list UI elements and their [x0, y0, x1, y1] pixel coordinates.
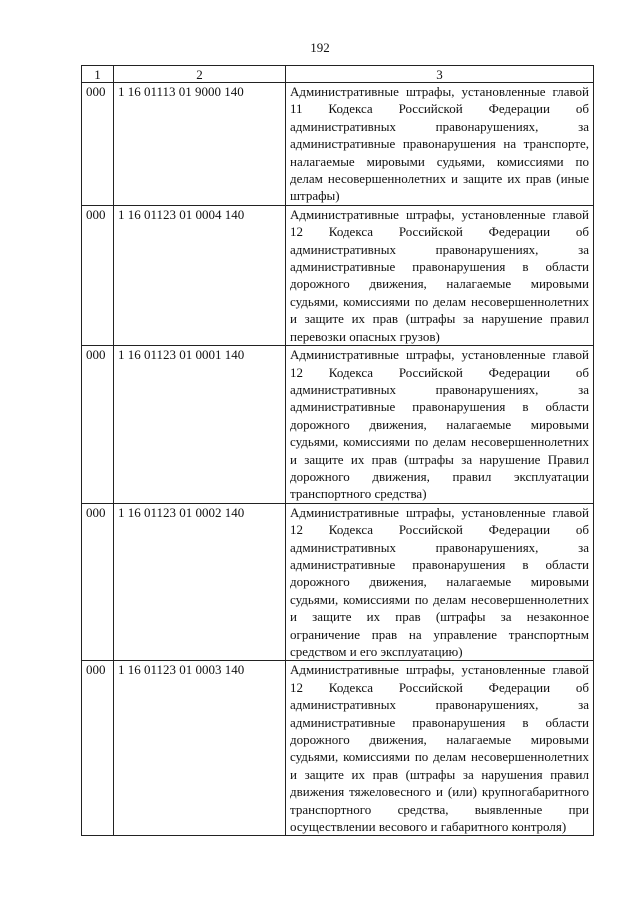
kbk-code-cell: 1 16 01113 01 9000 140 [114, 83, 286, 206]
kbk-code-cell: 1 16 01123 01 0001 140 [114, 346, 286, 504]
column-header-3: 3 [286, 66, 594, 83]
table-header-row [82, 66, 594, 83]
column-header-2: 2 [114, 66, 286, 83]
description-cell: Административные штрафы, установленные главой 12 Кодекса Российской Федерации об административных правонарушениях, за административные правонарушения в области дорожного движения, налагаемые мировыми судьями, комиссиями по делам несовершеннолетних и защите их прав (штрафы за незаконное ограничение прав на управление транспортным средством и его эксплуатацию) [286, 503, 594, 661]
table-row [82, 83, 594, 206]
description-cell: Административные штрафы, установленные главой 11 Кодекса Российской Федерации об административных правонарушениях, за административные правонарушения на транспорте, налагаемые мировыми судьями, комиссиями по делам несовершеннолетних и защите их прав (иные штрафы) [286, 83, 594, 206]
admin-code-cell: 000 [82, 661, 114, 836]
admin-code-cell: 000 [82, 346, 114, 504]
kbk-code-cell: 1 16 01123 01 0002 140 [114, 503, 286, 661]
admin-code-cell: 000 [82, 205, 114, 345]
description-cell: Административные штрафы, установленные главой 12 Кодекса Российской Федерации об административных правонарушениях, за административные правонарушения в области дорожного движения, налагаемые мировыми судьями, комиссиями по делам несовершеннолетних и защите их прав (штрафы за нарушение правил перевозки опасных грузов) [286, 205, 594, 345]
table-row [82, 205, 594, 345]
table-row [82, 346, 594, 504]
admin-code-cell: 000 [82, 503, 114, 661]
table-row [82, 661, 594, 836]
description-cell: Административные штрафы, установленные главой 12 Кодекса Российской Федерации об административных правонарушениях, за административные правонарушения в области дорожного движения, налагаемые мировыми судьями, комиссиями по делам несовершеннолетних и защите их прав (штрафы за нарушение Правил дорожного движения, правил эксплуатации транспортного средства) [286, 346, 594, 504]
admin-code-cell: 000 [82, 83, 114, 206]
kbk-code-cell: 1 16 01123 01 0004 140 [114, 205, 286, 345]
kbk-code-cell: 1 16 01123 01 0003 140 [114, 661, 286, 836]
column-header-1: 1 [82, 66, 114, 83]
table-row [82, 503, 594, 661]
budget-classification-table [81, 65, 594, 836]
description-cell: Административные штрафы, установленные главой 12 Кодекса Российской Федерации об административных правонарушениях, за административные правонарушения в области дорожного движения, налагаемые мировыми судьями, комиссиями по делам несовершеннолетних и защите их прав (штрафы за нарушения правил движения тяжеловесного и (или) крупногабаритного транспортного средства, выявленные при осуществлении весового и габаритного контроля) [286, 661, 594, 836]
page-number: 192 [310, 40, 330, 55]
